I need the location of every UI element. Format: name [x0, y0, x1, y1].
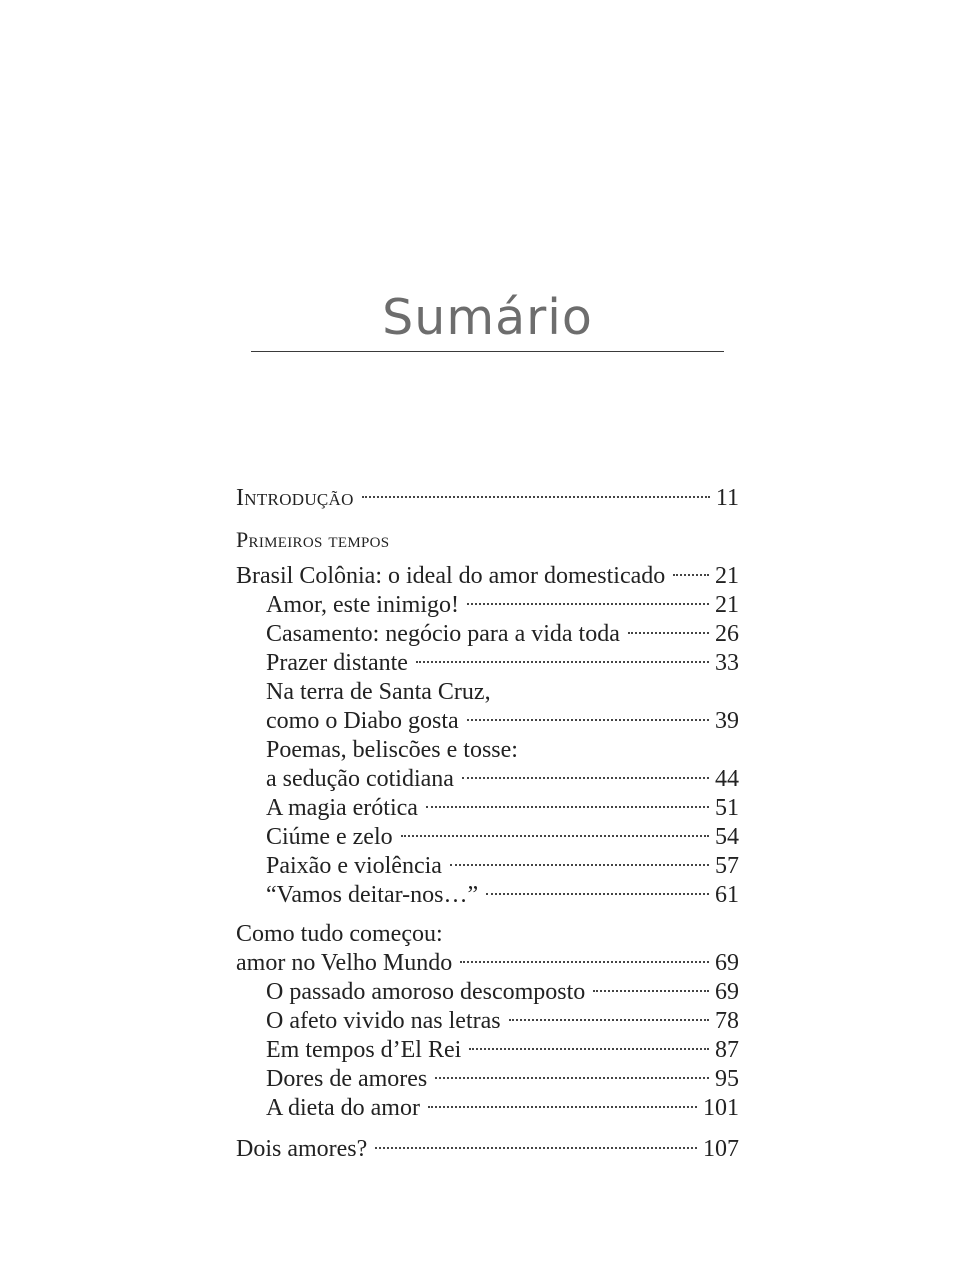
toc-page-number: 44	[715, 766, 739, 792]
leader-dots	[460, 961, 709, 963]
toc-page-number: 107	[703, 1136, 739, 1162]
toc-entry-label: Ciúme e zelo	[266, 824, 393, 850]
toc-page-number: 21	[715, 592, 739, 618]
leader-dots	[467, 719, 709, 721]
toc-chapter-dois-amores	[236, 1135, 739, 1164]
leader-dots	[435, 1077, 709, 1079]
toc-entry-label: Amor, este inimigo!	[266, 592, 460, 618]
toc-page-number: 57	[715, 853, 739, 879]
toc-entry	[236, 852, 739, 881]
toc-entry-label: O passado amoroso descomposto	[266, 979, 586, 1005]
toc-entry-label: A magia erótica	[266, 795, 418, 821]
toc-chapter-first-line: Como tudo começou:	[236, 921, 443, 947]
toc-entry-label: amor no Velho Mundo	[236, 950, 453, 976]
toc-entry-label: “Vamos deitar-nos…”	[266, 882, 479, 908]
toc-page-number: 69	[715, 979, 739, 1005]
leader-dots	[462, 777, 709, 779]
toc-entry	[236, 1065, 739, 1094]
toc-entry-first-line: Na terra de Santa Cruz,	[266, 679, 491, 705]
toc-entry-label: A dieta do amor	[266, 1095, 420, 1121]
toc-entry-label: Introdução	[236, 485, 354, 511]
section-heading: Primeiros tempos	[236, 527, 390, 552]
toc-entry-label: Casamento: negócio para a vida toda	[266, 621, 620, 647]
title-rule	[251, 351, 724, 352]
toc-entry-first-line: Poemas, beliscões e tosse:	[266, 737, 518, 763]
toc-entry	[236, 1007, 739, 1036]
toc-page-number: 54	[715, 824, 739, 850]
toc-page-number: 21	[715, 563, 739, 589]
toc-page-number: 26	[715, 621, 739, 647]
toc-entry	[236, 1036, 739, 1065]
toc-entry-label: Dores de amores	[266, 1066, 428, 1092]
leader-dots	[450, 864, 709, 866]
toc-entry-label: a sedução cotidiana	[266, 766, 454, 792]
toc-entry	[236, 978, 739, 1007]
leader-dots	[486, 893, 709, 895]
toc-entry-label: O afeto vivido nas letras	[266, 1008, 501, 1034]
leader-dots	[593, 990, 709, 992]
leader-dots	[467, 603, 709, 605]
page-title: Sumário	[382, 289, 593, 346]
leader-dots	[375, 1147, 697, 1149]
toc-entry	[236, 707, 739, 736]
toc-entry-introducao	[236, 484, 739, 513]
toc-page-number: 33	[715, 650, 739, 676]
toc-entry	[236, 881, 739, 910]
leader-dots	[401, 835, 709, 837]
leader-dots	[628, 632, 709, 634]
leader-dots	[509, 1019, 709, 1021]
toc-page-number: 61	[715, 882, 739, 908]
toc-entry	[236, 794, 739, 823]
toc-entry-label: como o Diabo gosta	[266, 708, 459, 734]
leader-dots	[362, 496, 710, 498]
toc-entry	[236, 1094, 739, 1123]
toc-page-number: 101	[703, 1095, 739, 1121]
toc-page-number: 78	[715, 1008, 739, 1034]
toc-chapter-brasil-colonia	[236, 562, 739, 591]
toc-page-number: 69	[715, 950, 739, 976]
toc-chapter-como-tudo-comecou	[236, 949, 739, 978]
leader-dots	[673, 574, 709, 576]
toc-entry	[236, 823, 739, 852]
toc-entry-label: Em tempos d’El Rei	[266, 1037, 462, 1063]
toc-entry-label: Brasil Colônia: o ideal do amor domesticado	[236, 563, 666, 589]
toc-entry	[236, 620, 739, 649]
toc-page-number: 51	[715, 795, 739, 821]
table-of-contents	[236, 484, 739, 1164]
toc-page-number: 95	[715, 1066, 739, 1092]
toc-entry-label: Paixão e violência	[266, 853, 442, 879]
leader-dots	[428, 1106, 697, 1108]
toc-page-number: 11	[715, 485, 739, 511]
toc-entry-label: Dois amores?	[236, 1136, 368, 1162]
toc-entry	[236, 591, 739, 620]
leader-dots	[416, 661, 709, 663]
toc-page-number: 87	[715, 1037, 739, 1063]
leader-dots	[469, 1048, 709, 1050]
toc-entry-label: Prazer distante	[266, 650, 408, 676]
leader-dots	[426, 806, 709, 808]
toc-entry	[236, 765, 739, 794]
toc-entry	[236, 649, 739, 678]
toc-page-number: 39	[715, 708, 739, 734]
